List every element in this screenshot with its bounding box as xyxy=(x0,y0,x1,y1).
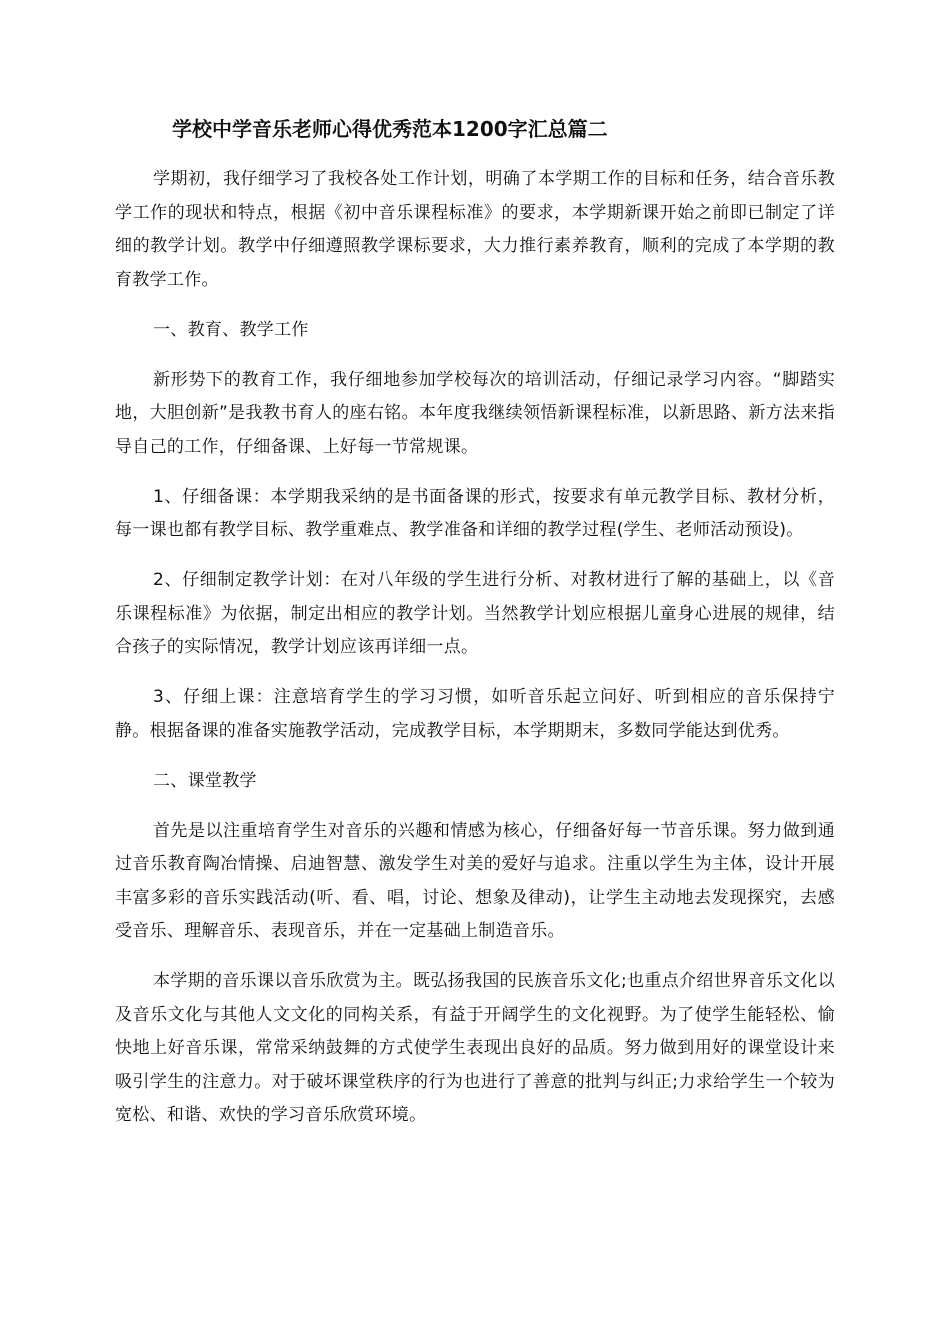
paragraph-music-appreciation: 本学期的音乐课以音乐欣赏为主。既弘扬我国的民族音乐文化;也重点介绍世界音乐文化以及音乐文化与其他人文文化的同构关系，有益于开阔学生的文化视野。为了使学生能轻松、愉快地上好音乐课，常常采纳鼓舞的方式使学生表现出良好的品质。努力做到用好的课堂设计来吸引学生的注意力。对于破坏课堂秩序的行为也进行了善意的批判与纠正;力求给学生一个较为宽松、和谐、欢快的学习音乐欣赏环境。 xyxy=(115,971,835,1125)
section-heading-classroom-teaching: 二、课堂教学 xyxy=(153,770,257,791)
document-body xyxy=(115,163,835,1149)
paragraph-lesson-prep: 1、仔细备课：本学期我采纳的是书面备课的形式，按要求有单元教学目标、教材分析，每一课也都有教学目标、教学重难点、教学准备和详细的教学过程(学生、老师活动预设)。 xyxy=(115,486,835,540)
section-heading-teaching-work: 一、教育、教学工作 xyxy=(153,319,309,340)
paragraph-education-work: 新形势下的教育工作，我仔细地参加学校每次的培训活动，仔细记录学习内容。“脚踏实地，大胆创新”是我教书育人的座右铭。本年度我继续领悟新课程标准，以新思路、新方法来指导自己的工作，仔细备课、上好每一节常规课。 xyxy=(115,369,835,457)
document-title: 学校中学音乐老师心得优秀范本1200字汇总篇二 xyxy=(172,117,608,141)
paragraph-classes: 3、仔细上课：注意培育学生的学习习惯，如听音乐起立问好、听到相应的音乐保持宁静。根据备课的准备实施教学活动，完成教学目标，本学期期末，多数同学能达到优秀。 xyxy=(115,687,835,741)
paragraph-interest-core: 首先是以注重培育学生对音乐的兴趣和情感为核心，仔细备好每一节音乐课。努力做到通过音乐教育陶冶情操、启迪智慧、激发学生对美的爱好与追求。注重以学生为主体，设计开展丰富多彩的音乐实践活动(听、看、唱，讨论、想象及律动)，让学生主动地去发现探究，去感受音乐、理解音乐、表现音乐，并在一定基础上制造音乐。 xyxy=(115,820,835,941)
paragraph-intro: 学期初，我仔细学习了我校各处工作计划，明确了本学期工作的目标和任务，结合音乐教学工作的现状和特点，根据《初中音乐课程标准》的要求，本学期新课开始之前即已制定了详细的教学计划。教学中仔细遵照教学课标要求，大力推行素养教育，顺利的完成了本学期的教育教学工作。 xyxy=(115,169,835,290)
paragraph-teaching-plan: 2、仔细制定教学计划：在对八年级的学生进行分析、对教材进行了解的基础上，以《音乐课程标准》为依据，制定出相应的教学计划。当然教学计划应根据儿童身心进展的规律，结合孩子的实际情况，教学计划应该再详细一点。 xyxy=(115,570,835,657)
